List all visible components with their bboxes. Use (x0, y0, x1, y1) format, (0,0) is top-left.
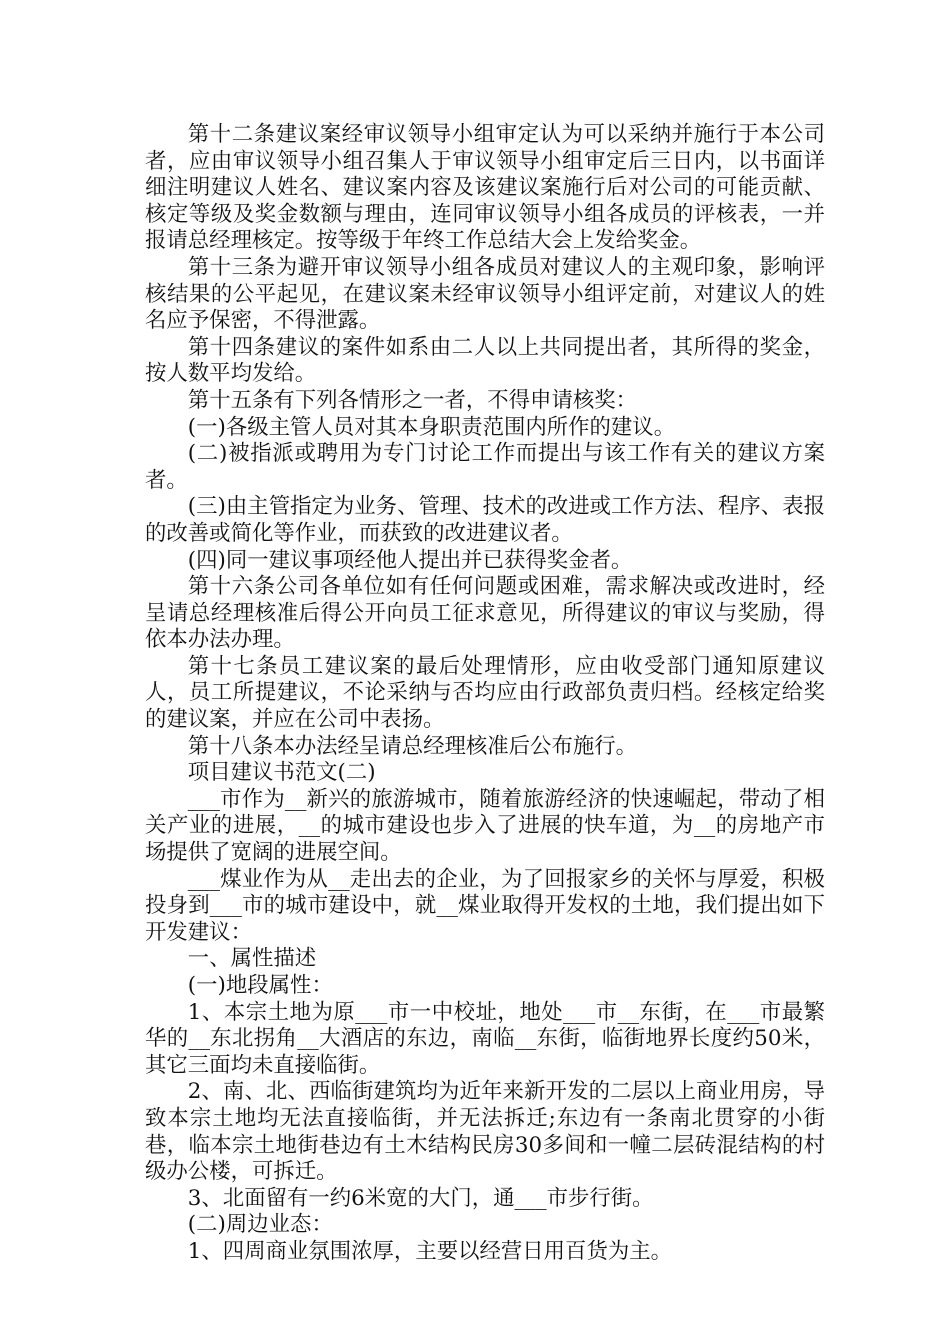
document-body (145, 122, 825, 1266)
paragraph-location-3: 3、北面留有一约6米宽的大门，通___市步行街。 (187, 1185, 654, 1211)
list-item-1: (一)各级主管人员对其本身职责范围内所作的建议。 (187, 414, 676, 440)
paragraph-article-16: 第十六条公司各单位如有任何问题或困难，需求解决或改进时，经呈请总经理核准后得公开向员工征求意见，所得建议的审议与奖励，得依本办法办理。 (145, 574, 825, 653)
subheading-surroundings: (二)周边业态： (187, 1212, 333, 1238)
paragraph-article-13: 第十三条为避开审议领导小组各成员对建议人的主观印象，影响评核结果的公平起见，在建议案未经审议领导小组评定前，对建议人的姓名应予保密，不得泄露。 (145, 254, 825, 334)
heading-attributes: 一、属性描述 (187, 946, 317, 972)
list-item-3: (三)由主管指定为业务、管理、技术的改进或工作方法、程序、表报的改善或简化等作业，而获致的改进建议者。 (145, 494, 825, 546)
paragraph-intro: ___市作为__新兴的旅游城市，随着旅游经济的快速崛起，带动了相关产业的进展，__的城市建设也步入了进展的快车道，为__的房地产市场提供了宽阔的进展空间。 (145, 786, 825, 866)
paragraph-surroundings-1: 1、四周商业氛围浓厚，主要以经营日用百货为主。 (187, 1238, 673, 1264)
paragraph-article-15: 第十五条有下列各情形之一者，不得申请核奖： (187, 387, 638, 413)
paragraph-article-17: 第十七条员工建议案的最后处理情形，应由收受部门通知原建议人，员工所提建议，不论采纳与否均应由行政部负责归档。经核定给奖的建议案，并应在公司中表扬。 (145, 653, 825, 733)
section-title: 项目建议书范文(二) (187, 760, 376, 786)
paragraph-article-12: 第十二条建议案经审议领导小组审定认为可以采纳并施行于本公司者，应由审议领导小组召集人于审议领导小组审定后三日内，以书面详细注明建议人姓名、建议案内容及该建议案施行后对公司的可能贡献、核定等级及奖金数额与理由，连同审议领导小组各成员的评核表，一并报请总经理核定。按等级于年终工作总结大会上发给奖金。 (145, 122, 825, 254)
subheading-location: (一)地段属性： (187, 973, 333, 998)
paragraph-article-18: 第十八条本办法经呈请总经理核准后公布施行。 (187, 733, 638, 759)
list-item-2: (二)被指派或聘用为专门讨论工作而提出与该工作有关的建议方案者。 (145, 441, 825, 493)
paragraph-proposal: ___煤业作为从__走出去的企业，为了回报家乡的关怀与厚爱，积极投身到___市的城市建设中，就__煤业取得开发权的土地，我们提出如下开发建议： (145, 866, 825, 945)
paragraph-location-1: 1、本宗土地为原___市一中校址，地处___市__东街，在___市最繁华的__东北拐角__大酒店的东边，南临__东街，临街地界长度约50米，其它三面均未直接临街。 (145, 999, 825, 1078)
paragraph-location-2: 2、南、北、西临街建筑均为近年来新开发的二层以上商业用房，导致本宗土地均无法直接临街，并无法拆迁;东边有一条南北贯穿的小街巷，临本宗土地街巷边有土木结构民房30多间和一幢二层砖混结构的村级办公楼，可拆迁。 (145, 1079, 825, 1185)
list-item-4: (四)同一建议事项经他人提出并已获得奖金者。 (187, 547, 633, 573)
paragraph-article-14: 第十四条建议的案件如系由二人以上共同提出者，其所得的奖金，按人数平均发给。 (145, 334, 825, 387)
